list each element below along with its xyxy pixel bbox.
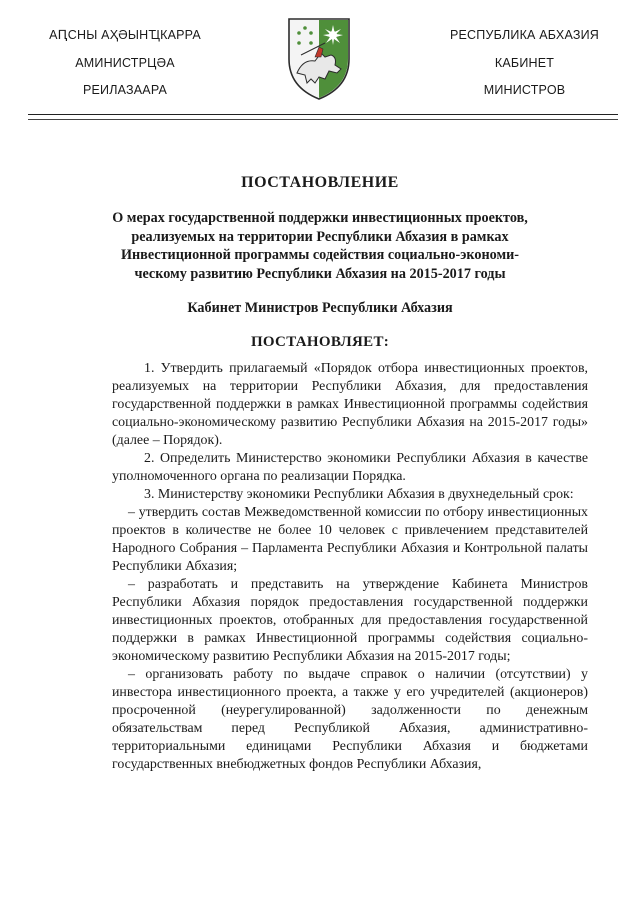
list-item: – разработать и представить на утверждение Кабинета Министров Республики Абхазия порядок предоставления государственной поддержки инвестиционных проектов, отобранных для предоставления государственной поддержки в рамках Инвестиционной программы содействия социально-экономическому развитию Республики Абхазия на 2015-2017 годы; — [112, 577, 588, 664]
header-russian-line: РЕСПУБЛИКА АБХАЗИЯ — [449, 28, 600, 42]
subject-line: ческому развитию Республики Абхазия на 2015-2017 годы — [134, 265, 506, 282]
issuer: Кабинет Министров Республики Абхазия — [187, 300, 453, 316]
subject-line: реализуемых на территории Республики Абхазия в рамках — [131, 228, 509, 245]
document-title: ПОСТАНОВЛЕНИЕ — [241, 174, 399, 191]
paragraph: 1. Утвердить прилагаемый «Порядок отбора инвестиционных проектов, реализуемых на территории Республики Абхазия, для предоставления государственной поддержки в рамках Инвестиционной программы содействия социально-экономическому развитию Республики Абхазия на 2015-2017 годы» (далее – Порядок). — [112, 361, 588, 448]
paragraph: 2. Определить Министерство экономики Республики Абхазия в качестве уполномоченного органа по реализации Порядка. — [112, 451, 588, 484]
resolves-heading: ПОСТАНОВЛЯЕТ: — [250, 334, 390, 350]
header-abkhaz-line: АМИНИСТРЦӘА — [75, 55, 175, 70]
header-divider-thin — [28, 119, 618, 120]
document-body — [112, 360, 588, 774]
header-abkhaz-line: РЕИЛАЗААРА — [82, 83, 168, 97]
paragraph: 3. Министерству экономики Республики Абхазия в двухнедельный срок: — [144, 487, 574, 502]
coat-of-arms-icon — [285, 13, 353, 101]
header-divider — [28, 114, 618, 115]
header-russian-line: МИНИСТРОВ — [483, 83, 566, 97]
header-russian-line: КАБИНЕТ — [494, 55, 555, 70]
subject-line: О мерах государственной поддержки инвестиционных проектов, — [112, 210, 528, 226]
list-item: – утвердить состав Межведомственной комиссии по отбору инвестиционных проектов в количестве не более 10 человек с привлечением представителей Народного Собрания – Парламента Республики Абхазия и Контрольной палаты Республики Абхазия; — [112, 505, 588, 574]
list-item: – организовать работу по выдаче справок о наличии (отсутствии) у инвестора инвестиционного проекта, а также у его учредителей (акционеров) просроченной (неурегулированной) задолженности по денежным обязательствам перед Республикой Абхазия, административно-территориальными единицами Республики Абхазия и бюджетами государственных внебюджетных фондов Республики Абхазия, — [112, 667, 588, 772]
subject-line: Инвестиционной программы содействия социально-экономи- — [120, 247, 520, 263]
header-abkhaz-line: АԤСНЫ АҲӘЫНҴКАРРА — [49, 28, 201, 42]
header-russian — [432, 22, 617, 105]
header-abkhaz — [30, 22, 220, 105]
document-subject — [95, 209, 545, 283]
